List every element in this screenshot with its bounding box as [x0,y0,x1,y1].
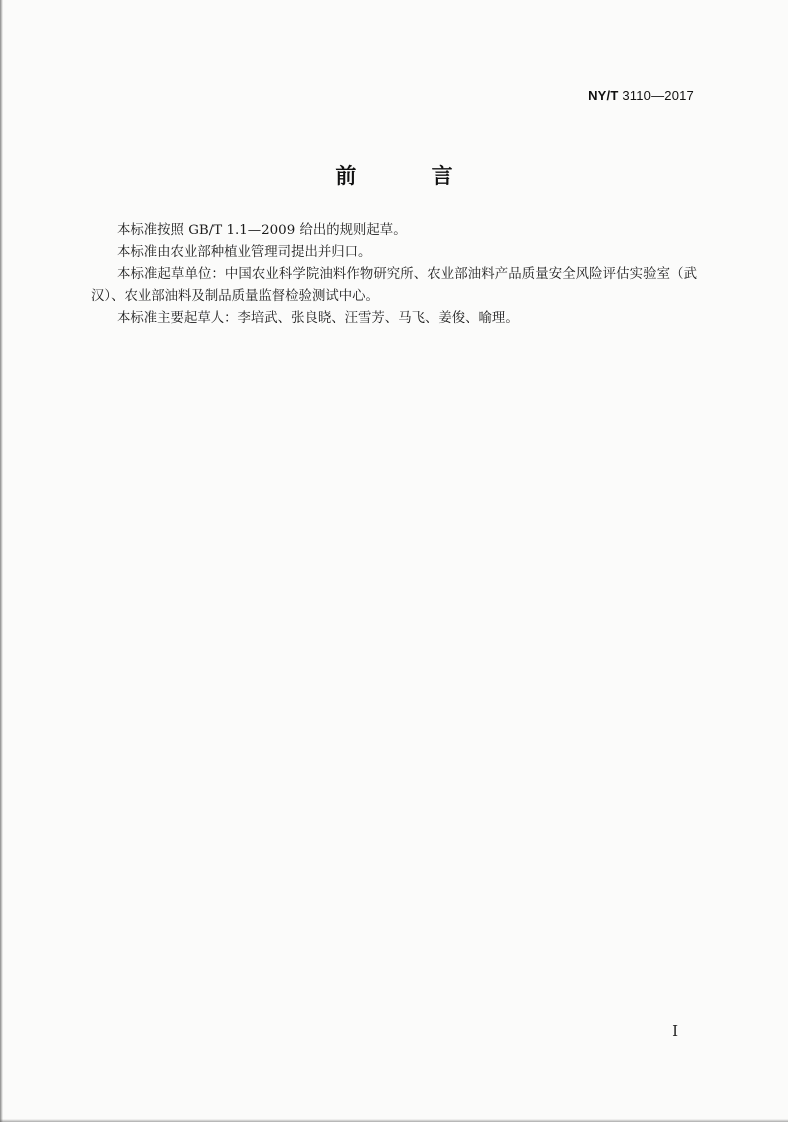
page-number: I [672,1022,678,1040]
standard-code-number: 3110—2017 [622,88,694,103]
paragraph-drafters: 本标准主要起草人：李培武、张良晓、汪雪芳、马飞、姜俊、喻理。 [117,311,519,326]
paragraph-drafting-rules: 本标准按照 GB/T 1.1—2009 给出的规则起草。 [117,223,407,238]
standard-code [588,88,694,103]
paragraph-drafting-units: 本标准起草单位：中国农业科学院油料作物研究所、农业部油料产品质量安全风险评估实验室（武汉）、农业部油料及制品质量监督检验测试中心。 [91,267,697,304]
foreword-body [91,220,697,330]
paragraph-proposer: 本标准由农业部种植业管理司提出并归口。 [117,245,372,260]
standard-code-prefix: NY/T [588,88,619,103]
page-title: 前 言 [335,164,487,188]
